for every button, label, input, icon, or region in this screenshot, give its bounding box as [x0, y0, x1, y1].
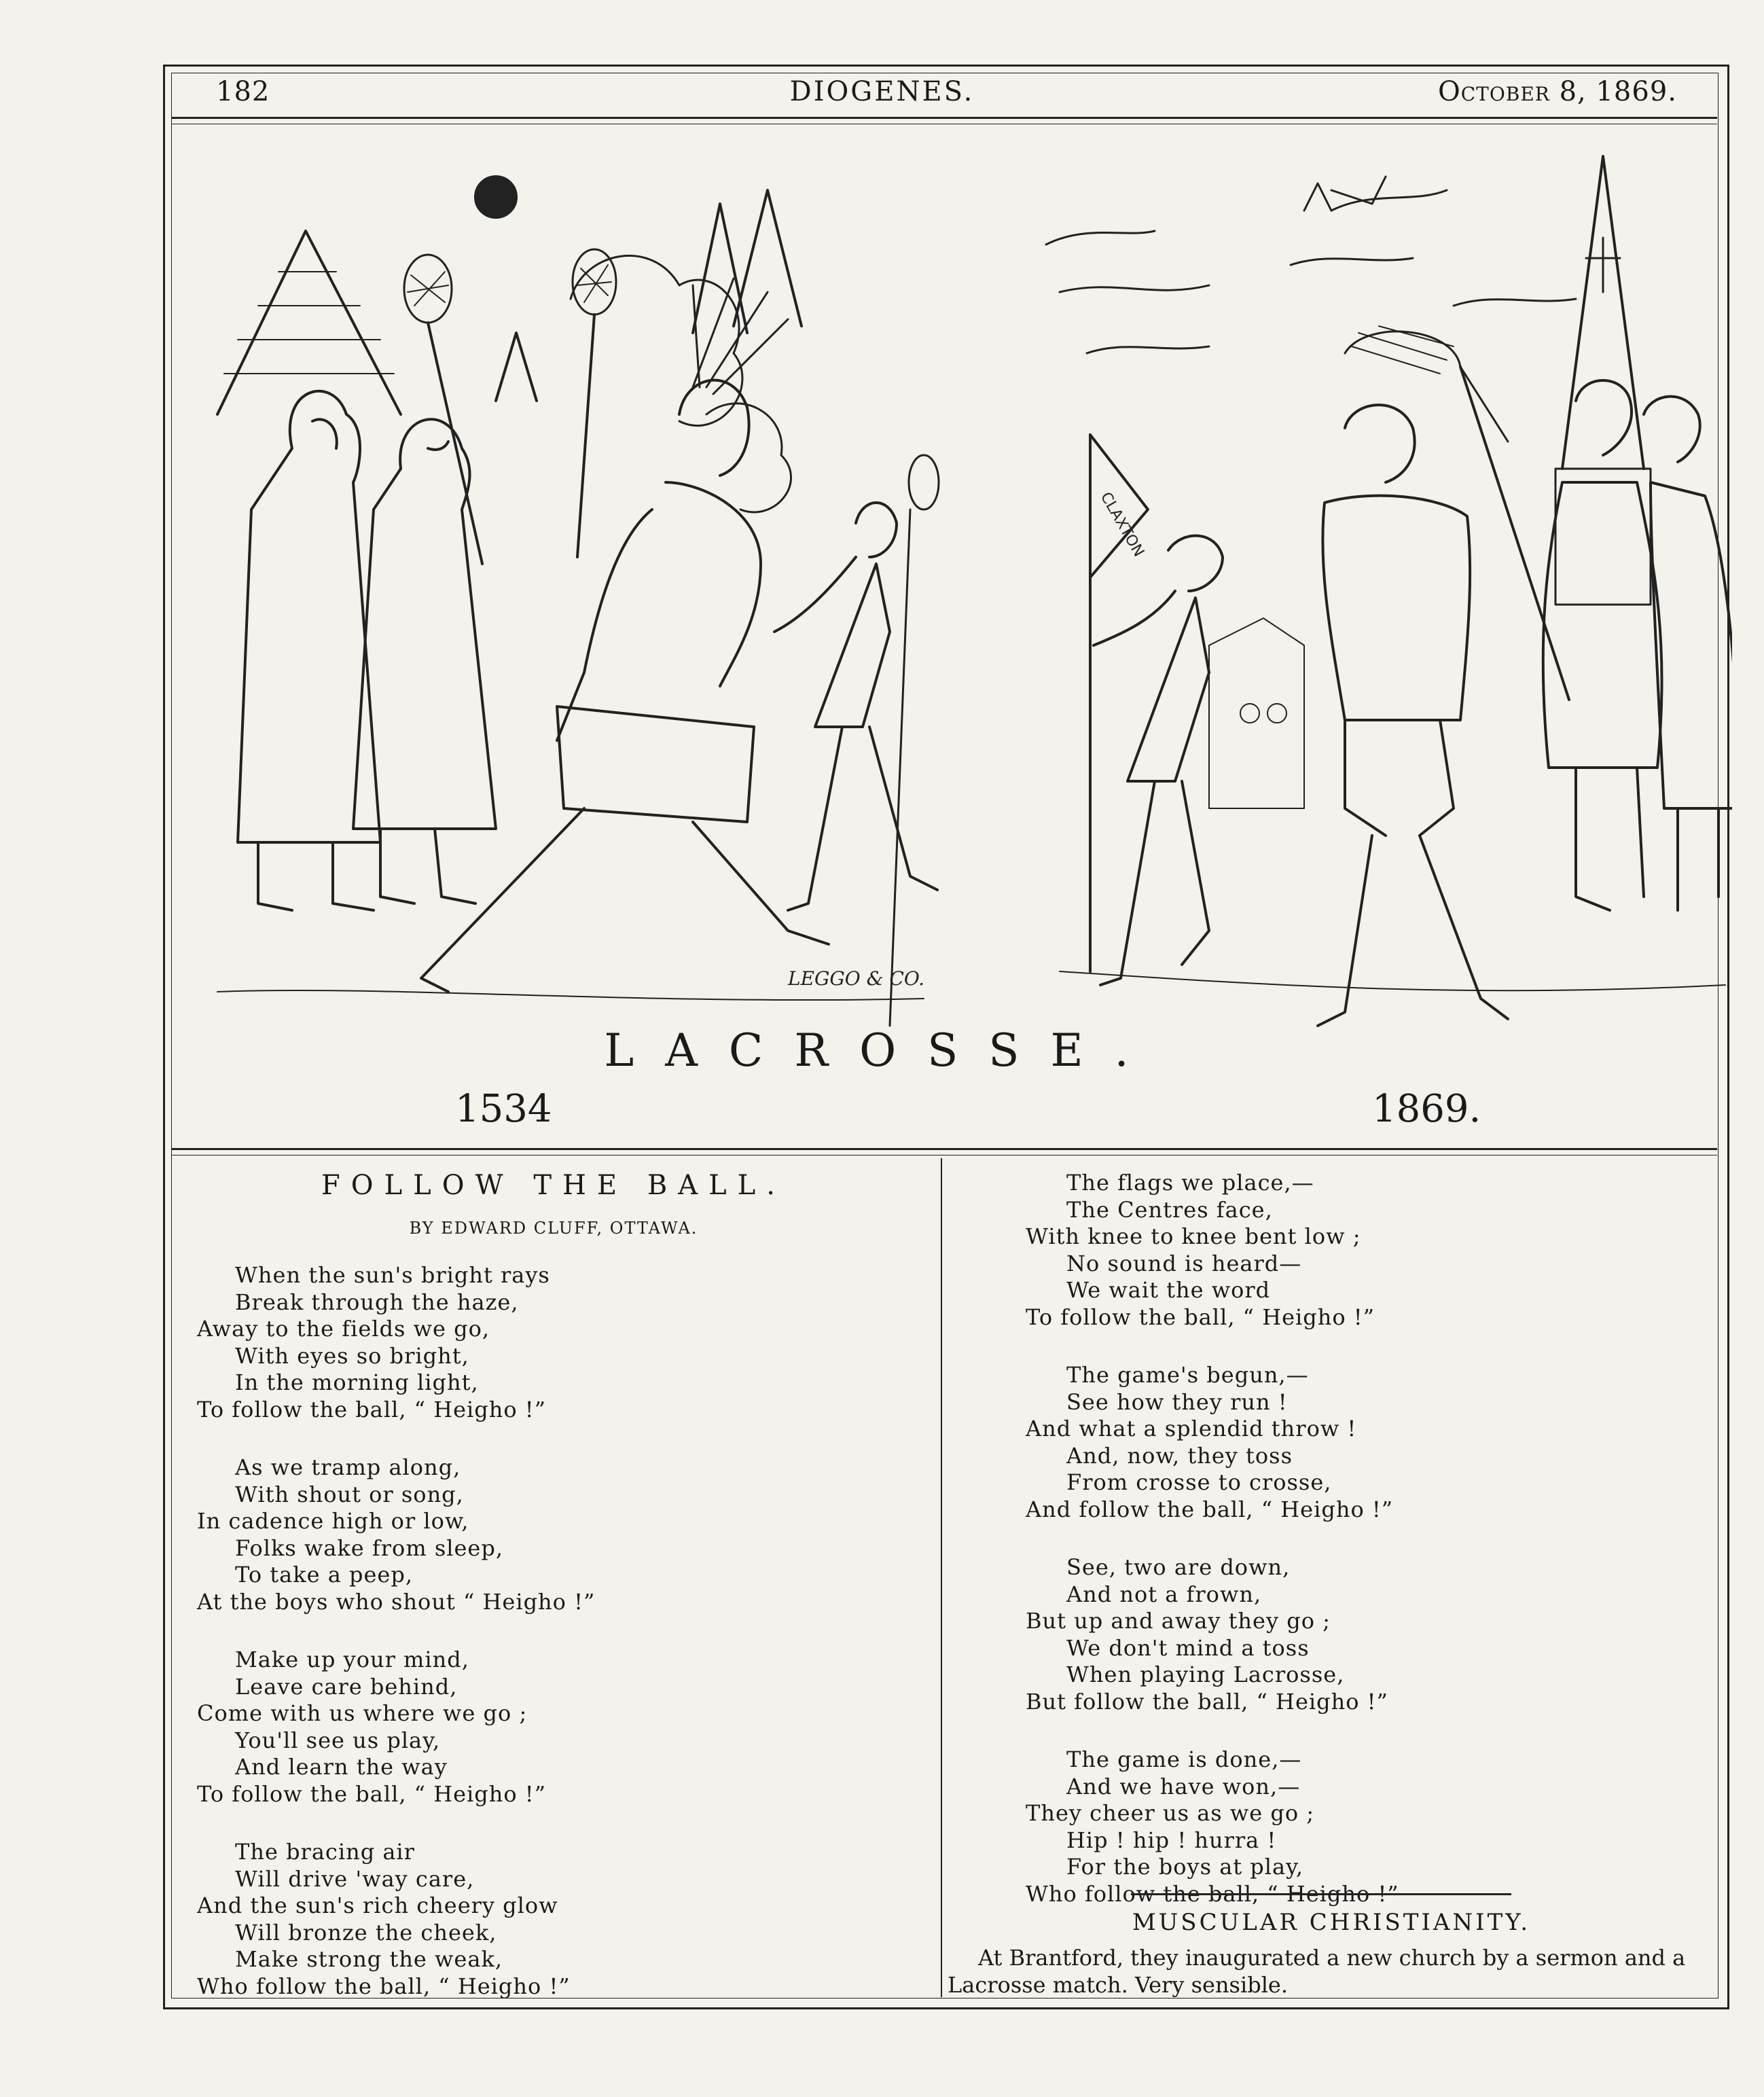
poem-line: Who follow the ball, “ Heigho !”	[197, 1973, 571, 1999]
stanza	[177, 1262, 931, 1423]
masthead-title: DIOGENES.	[789, 76, 975, 107]
poem-line: Make strong the weak,	[235, 1946, 503, 1972]
poem-line: In cadence high or low,	[197, 1508, 469, 1534]
year-left: 1534	[455, 1087, 552, 1131]
flag-label: CLAXTON	[1096, 489, 1147, 560]
stanza	[951, 1746, 1712, 1907]
lacrosse-cartoon	[177, 129, 1732, 1114]
stanza	[177, 1454, 931, 1615]
left-panel-1534	[217, 177, 939, 1026]
poem-line: But up and away they go ;	[1026, 1608, 1331, 1634]
right-panel-1869	[1046, 156, 1732, 1026]
cartoon-bottom-rule	[171, 1148, 1717, 1150]
poem-line: With eyes so bright,	[235, 1342, 469, 1369]
poem-line: And follow the ball, “ Heigho !”	[1026, 1496, 1394, 1522]
poem-line: They cheer us as we go ;	[1026, 1800, 1315, 1826]
poem-line: When the sun's bright rays	[235, 1262, 550, 1288]
section-body: At Brantford, they inaugurated a new church by a sermon and a Lacrosse match. Very sensible.	[948, 1945, 1686, 1998]
poem-line: Will drive 'way care,	[235, 1865, 475, 1892]
poem-line: The flags we place,—	[1066, 1170, 1314, 1196]
stanza	[951, 1362, 1712, 1523]
stanza	[177, 1839, 931, 2000]
poem-title: FOLLOW THE BALL.	[321, 1170, 786, 1201]
poem-line: The bracing air	[235, 1839, 415, 1865]
poem-line: But follow the ball, “ Heigho !”	[1026, 1688, 1388, 1715]
poem-line: And learn the way	[235, 1754, 448, 1780]
poem-line: And not a frown,	[1066, 1581, 1262, 1607]
column-divider	[941, 1158, 942, 1997]
poem-line: With knee to knee bent low ;	[1026, 1223, 1361, 1249]
poem-line: And we have won,—	[1066, 1773, 1301, 1799]
stanza	[177, 1647, 931, 1808]
issue-date: October 8, 1869.	[1437, 76, 1677, 107]
poem-line: To follow the ball, “ Heigho !”	[197, 1780, 547, 1807]
artist-signature: LEGGO & CO.	[788, 967, 925, 990]
section-heading: MUSCULAR CHRISTIANITY.	[1132, 1909, 1531, 1936]
poem-line: Come with us where we go ;	[197, 1700, 528, 1726]
poem-line: To follow the ball, “ Heigho !”	[197, 1396, 547, 1422]
poem-line: The game is done,—	[1066, 1746, 1302, 1772]
poem-line: See how they run !	[1066, 1388, 1288, 1415]
poem-line: From crosse to crosse,	[1066, 1469, 1332, 1495]
poem-line: No sound is heard—	[1066, 1250, 1302, 1276]
poem-line: Break through the haze,	[235, 1289, 519, 1315]
poem-column-right	[951, 1170, 1712, 1939]
poem-column-left	[177, 1170, 931, 2031]
poem-line: At the boys who shout “ Heigho !”	[197, 1588, 596, 1615]
poem-line: Leave care behind,	[235, 1673, 458, 1700]
cartoon-headline: LACROSSE.	[604, 1024, 1160, 1077]
poem-line: To follow the ball, “ Heigho !”	[1026, 1304, 1375, 1330]
stanza	[951, 1554, 1712, 1715]
poem-line: Make up your mind,	[235, 1647, 469, 1672]
poem-line: Who follow the ball, “ Heigho !”	[1026, 1880, 1399, 1907]
poem-line: You'll see us play,	[235, 1727, 441, 1753]
poem-line: With shout or song,	[235, 1481, 464, 1507]
poem-line: For the boys at play,	[1066, 1854, 1304, 1880]
poem-line: Away to the fields we go,	[197, 1316, 490, 1342]
poem-line: The Centres face,	[1066, 1196, 1273, 1223]
poem-line: Will bronze the cheek,	[235, 1919, 497, 1946]
poem-line: In the morning light,	[235, 1369, 479, 1395]
poem-line: The game's begun,—	[1066, 1362, 1309, 1388]
poem-line: To take a peep,	[235, 1562, 413, 1588]
poem-line: And what a splendid throw !	[1026, 1416, 1357, 1441]
poem-line: Folks wake from sleep,	[235, 1535, 504, 1561]
poem-line: As we tramp along,	[235, 1454, 461, 1480]
poem-line: We wait the word	[1066, 1277, 1271, 1303]
header-rule	[171, 117, 1717, 119]
poem-line: See, two are down,	[1066, 1554, 1291, 1580]
year-right: 1869.	[1372, 1087, 1481, 1131]
stanza	[951, 1170, 1712, 1331]
poem-line: We don't mind a toss	[1066, 1634, 1310, 1661]
section-rule	[1131, 1893, 1511, 1895]
poem-line: And the sun's rich cheery glow	[197, 1893, 558, 1918]
poem-line: When playing Lacrosse,	[1066, 1662, 1345, 1687]
poem-line: And, now, they toss	[1066, 1442, 1293, 1469]
page-number: 182	[216, 76, 270, 107]
poem-line: Hip ! hip ! hurra !	[1066, 1827, 1277, 1853]
poem-byline: BY EDWARD CLUFF, OTTAWA.	[409, 1219, 698, 1238]
